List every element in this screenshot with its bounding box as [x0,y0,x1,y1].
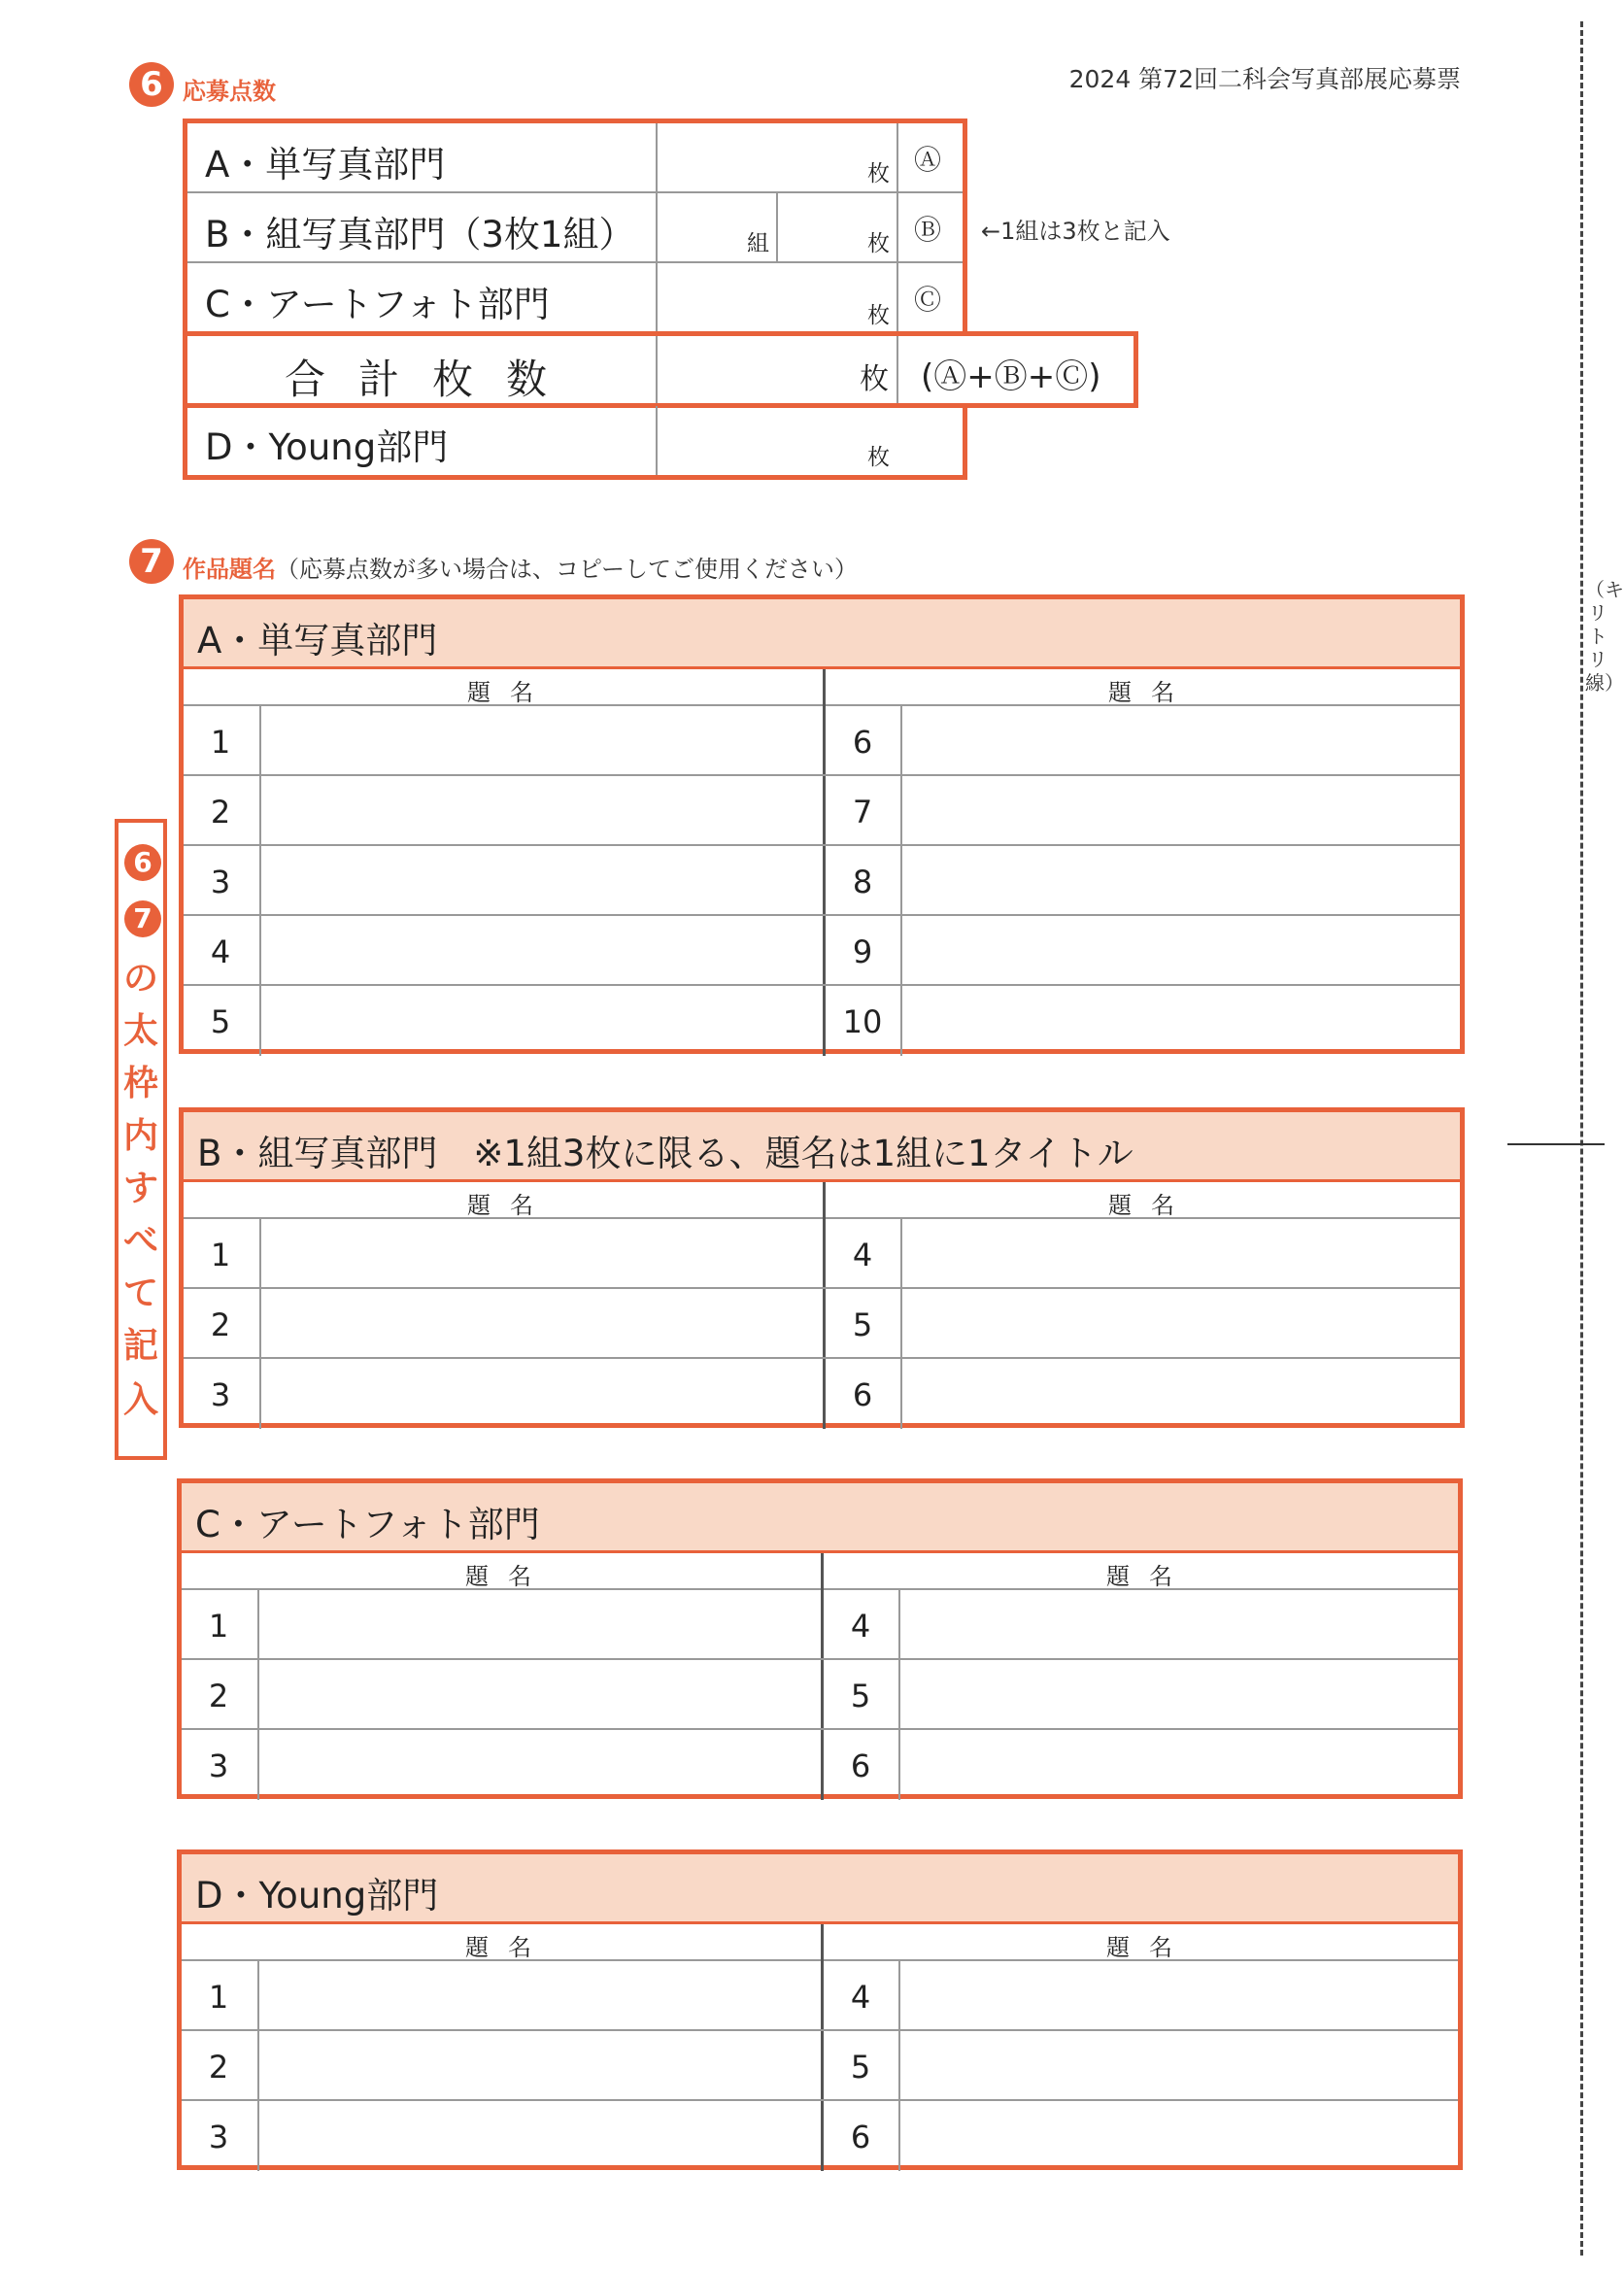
row-c-label: C・アートフォト部門 [205,284,550,325]
vnote-char: 太 [122,1011,158,1051]
row-b-unit: 枚 [867,231,890,256]
cut-line [1580,21,1583,2256]
row-number: 6 [852,1376,873,1413]
row-a-label: A・単写真部門 [205,144,446,186]
vnote-char: す [122,1169,158,1208]
section7-title-text: 作品題名 [183,556,276,583]
row-number: 9 [852,933,873,970]
row-number: 8 [852,864,873,900]
row-number: 2 [208,2049,229,2086]
col-head-right: 題名 [1106,1934,1192,1961]
row-number: 1 [210,1237,231,1273]
row-number: 3 [208,1747,229,1784]
row-c-art [187,263,963,333]
title-table-c-heading: C・アートフォト部門 [195,1504,540,1545]
total-unit: 枚 [860,362,889,396]
title-table-b-head [184,1112,1460,1182]
title-table-d-head [182,1854,1458,1924]
set-count-note: ←1組は3枚と記入 [981,218,1170,245]
col-head-right: 題名 [1106,1563,1192,1590]
vnote-circle-7: 7 [124,900,161,937]
vnote-char: て [122,1273,158,1313]
section6-number: 6 [129,62,174,107]
table-row [182,1730,1458,1800]
row-number: 4 [210,933,231,970]
row-number: 5 [210,1003,231,1040]
table-row [184,846,1460,916]
row-b-mark: Ⓑ [914,214,942,246]
row-number: 2 [208,1678,229,1714]
title-table-a-head [184,599,1460,669]
row-number: 5 [850,2049,871,2086]
row-c-unit: 枚 [867,303,890,328]
row-number: 6 [850,1747,871,1784]
column-headers [184,669,1460,706]
row-c-mark: Ⓒ [914,284,942,316]
total-label: 合計枚数 [285,356,581,403]
vnote-char: べ [122,1221,158,1261]
row-number: 4 [852,1237,873,1273]
section7-title [183,550,858,584]
row-d-unit: 枚 [867,445,890,470]
table-row [184,1219,1460,1289]
vnote-circle-6: 6 [124,844,161,881]
row-d-young [183,406,967,480]
row-b-set [187,193,963,263]
row-d-label: D・Young部門 [205,426,449,468]
section7-number: 7 [129,539,174,584]
row-number: 5 [852,1306,873,1343]
col-head-right: 題名 [1108,1192,1194,1219]
row-number: 4 [850,1608,871,1645]
table-row [182,2101,1458,2171]
col-head-left: 題名 [467,1192,553,1219]
vnote-char: の [122,959,158,999]
table-row [184,1359,1460,1429]
total-count-row [183,331,1138,408]
row-number: 6 [850,2119,871,2155]
title-table-c-head [182,1483,1458,1553]
row-a-mark: Ⓐ [914,144,942,176]
title-table-a [179,594,1465,1054]
column-headers [182,1924,1458,1961]
row-number: 4 [850,1979,871,2016]
section6-title: 応募点数 [183,78,276,105]
col-head-left: 題名 [467,679,553,706]
row-number: 3 [208,2119,229,2155]
table-row [182,1660,1458,1730]
fold-mark [1507,1143,1605,1145]
title-table-d [177,1849,1463,2170]
form-title: 2024 第72回二科会写真部展応募票 [1068,65,1461,93]
title-table-d-heading: D・Young部門 [195,1875,439,1917]
vnote-char: 枠 [122,1064,158,1103]
row-number: 10 [842,1003,883,1040]
entry-count-table [183,119,967,338]
section7-note: （応募点数が多い場合は、コピーしてご使用ください） [276,556,859,583]
table-row [184,706,1460,776]
table-row [184,776,1460,846]
table-row [184,1289,1460,1359]
table-row [182,2031,1458,2101]
row-number: 1 [208,1979,229,2016]
table-row [182,1961,1458,2031]
table-row [184,986,1460,1056]
title-table-c [177,1478,1463,1799]
table-row [182,1590,1458,1660]
col-head-left: 題名 [465,1934,551,1961]
title-table-b [179,1107,1465,1428]
row-b-label: B・組写真部門（3枚1組） [205,214,635,255]
vnote-char: 内 [122,1116,158,1156]
vnote-char: 入 [122,1380,158,1420]
row-number: 2 [210,1306,231,1343]
row-number: 1 [210,724,231,761]
row-a-unit: 枚 [867,161,890,187]
column-headers [184,1182,1460,1219]
row-a-single [187,123,963,193]
table-row [184,916,1460,986]
vnote-char: 記 [122,1326,158,1366]
title-table-b-heading: B・組写真部門 ※1組3枚に限る、題名は1組に1タイトル [197,1133,1133,1174]
total-formula: (Ⓐ+Ⓑ+Ⓒ) [921,357,1101,396]
row-number: 6 [852,724,873,761]
row-number: 5 [850,1678,871,1714]
row-b-set-unit: 組 [747,231,769,256]
row-number: 7 [852,794,873,831]
cut-line-label: （キリトリ線） [1585,578,1624,695]
vertical-instruction [115,819,167,1460]
column-headers [182,1553,1458,1590]
col-head-right: 題名 [1108,679,1194,706]
row-number: 1 [208,1608,229,1645]
row-number: 3 [210,864,231,900]
title-table-a-heading: A・単写真部門 [197,620,438,662]
row-number: 3 [210,1376,231,1413]
row-number: 2 [210,794,231,831]
col-head-left: 題名 [465,1563,551,1590]
